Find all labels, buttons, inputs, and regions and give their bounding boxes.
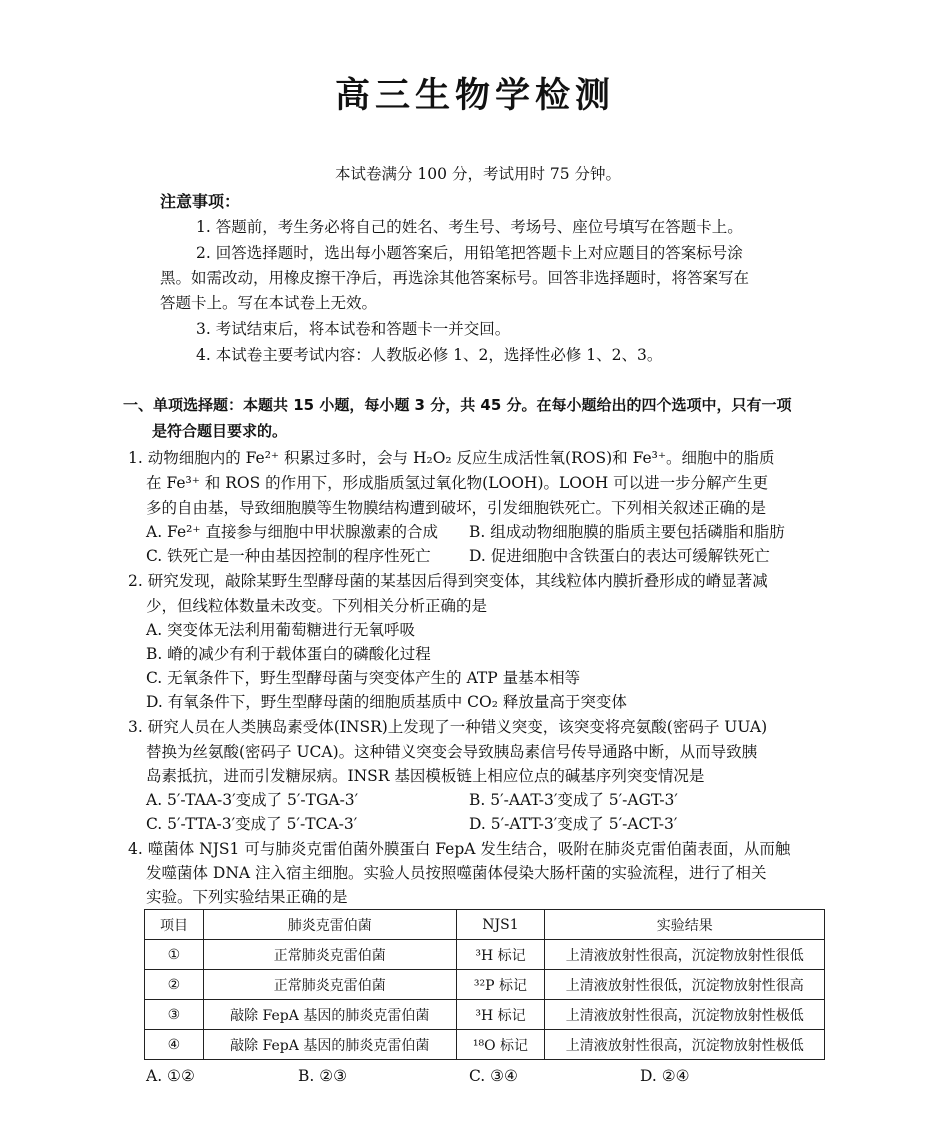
table-cell: ³H 标记 (456, 940, 545, 970)
table-cell: ② (145, 970, 204, 1000)
q3-option-c: C. 5′-TTA-3′变成了 5′-TCA-3′ (146, 815, 358, 833)
table-row (145, 970, 825, 1000)
experiment-table (144, 909, 825, 1060)
notice-line: 2. 回答选择题时，选出每小题答案后，用铅笔把答题卡上对应题目的答案标号涂 (196, 244, 743, 262)
table-header-cell: 实验结果 (545, 910, 825, 940)
table-header-cell: 肺炎克雷伯菌 (203, 910, 456, 940)
table-cell: 敲除 FepA 基因的肺炎克雷伯菌 (203, 1000, 456, 1030)
q4-option-d: D. ②④ (640, 1067, 690, 1085)
table-header-row (145, 910, 825, 940)
q3-stem-line: 3. 研究人员在人类胰岛素受体(INSR)上发现了一种错义突变，该突变将亮氨酸(密码子 UUA) (128, 718, 768, 736)
table-cell: ¹⁸O 标记 (456, 1030, 545, 1060)
q3-stem-line: 岛素抵抗，进而引发糖尿病。INSR 基因模板链上相应位点的碱基序列突变情况是 (146, 767, 705, 785)
q2-stem-line: 少，但线粒体数量未改变。下列相关分析正确的是 (146, 597, 488, 615)
q4-stem-line: 发噬菌体 DNA 注入宿主细胞。实验人员按照噬菌体侵染大肠杆菌的实验流程，进行了相关 (146, 864, 767, 882)
q1-stem-line: 多的自由基，导致细胞膜等生物膜结构遭到破坏，引发细胞铁死亡。下列相关叙述正确的是 (146, 499, 767, 517)
notice-line: 黑。如需改动，用橡皮擦干净后，再选涂其他答案标号。回答非选择题时，将答案写在 (160, 269, 750, 287)
q1-stem-line: 1. 动物细胞内的 Fe²⁺ 积累过多时，会与 H₂O₂ 反应生成活性氧(ROS)和 Fe³⁺。细胞中的脂质 (128, 449, 775, 467)
table-cell: ³H 标记 (456, 1000, 545, 1030)
q2-stem-line: 2. 研究发现，敲除某野生型酵母菌的某基因后得到突变体，其线粒体内膜折叠形成的嵴显著减 (128, 572, 768, 590)
table-cell: ③ (145, 1000, 204, 1030)
table-row (145, 940, 825, 970)
q3-stem-line: 替换为丝氨酸(密码子 UCA)。这种错义突变会导致胰岛素信号传导通路中断，从而导致胰 (146, 743, 758, 761)
q2-option-d: D. 有氧条件下，野生型酵母菌的细胞质基质中 CO₂ 释放量高于突变体 (146, 693, 627, 711)
table-cell: 正常肺炎克雷伯菌 (203, 970, 456, 1000)
notice-line: 4. 本试卷主要考试内容：人教版必修 1、2，选择性必修 1、2、3。 (196, 346, 663, 364)
exam-info: 本试卷满分 100 分，考试用时 75 分钟。 (335, 165, 622, 183)
q3-option-b: B. 5′-AAT-3′变成了 5′-AGT-3′ (469, 791, 678, 809)
notice-heading: 注意事项： (160, 192, 241, 211)
q1-option-c: C. 铁死亡是一种由基因控制的程序性死亡 (146, 547, 431, 565)
q4-stem-line: 实验。下列实验结果正确的是 (146, 888, 348, 906)
q3-option-d: D. 5′-ATT-3′变成了 5′-ACT-3′ (469, 815, 678, 833)
table-cell: 正常肺炎克雷伯菌 (203, 940, 456, 970)
notice-line: 3. 考试结束后，将本试卷和答题卡一并交回。 (196, 320, 511, 338)
table-cell: 上清液放射性很高，沉淀物放射性极低 (545, 1030, 825, 1060)
table-header-cell: 项目 (145, 910, 204, 940)
q1-stem-line: 在 Fe³⁺ 和 ROS 的作用下，形成脂质氢过氧化物(LOOH)。LOOH 可以进一步分解产生更 (146, 474, 769, 492)
q4-stem-line: 4. 噬菌体 NJS1 可与肺炎克雷伯菌外膜蛋白 FepA 发生结合，吸附在肺炎克雷伯菌表面，从而触 (128, 840, 791, 858)
table-cell: 上清液放射性很高，沉淀物放射性极低 (545, 1000, 825, 1030)
table-row (145, 1030, 825, 1060)
table-cell: 上清液放射性很低，沉淀物放射性很高 (545, 970, 825, 1000)
q1-option-d: D. 促进细胞中含铁蛋白的表达可缓解铁死亡 (469, 547, 770, 565)
table-header-cell: NJS1 (456, 910, 545, 940)
q2-option-b: B. 嵴的减少有利于载体蛋白的磷酸化过程 (146, 645, 431, 663)
q1-option-a: A. Fe²⁺ 直接参与细胞中甲状腺激素的合成 (146, 523, 438, 541)
q2-option-a: A. 突变体无法利用葡萄糖进行无氧呼吸 (146, 621, 416, 639)
table-cell: ³²P 标记 (456, 970, 545, 1000)
table-cell: ① (145, 940, 204, 970)
section-heading-cont: 是符合题目要求的。 (152, 422, 288, 440)
section-heading: 一、单项选择题：本题共 15 小题，每小题 3 分，共 45 分。在每小题给出的四个选项中，只有一项 (123, 396, 792, 414)
q2-option-c: C. 无氧条件下，野生型酵母菌与突变体产生的 ATP 量基本相等 (146, 669, 581, 687)
q3-option-a: A. 5′-TAA-3′变成了 5′-TGA-3′ (146, 791, 359, 809)
table-cell: 上清液放射性很高，沉淀物放射性很低 (545, 940, 825, 970)
exam-title: 高三生物学检测 (334, 76, 615, 116)
notice-line: 答题卡上。写在本试卷上无效。 (160, 294, 378, 312)
q4-option-b: B. ②③ (298, 1067, 348, 1085)
q4-option-c: C. ③④ (469, 1067, 518, 1085)
table-cell: 敲除 FepA 基因的肺炎克雷伯菌 (203, 1030, 456, 1060)
q4-option-a: A. ①② (146, 1067, 195, 1085)
table-cell: ④ (145, 1030, 204, 1060)
q1-option-b: B. 组成动物细胞膜的脂质主要包括磷脂和脂肪 (469, 523, 785, 541)
notice-line: 1. 答题前，考生务必将自己的姓名、考生号、考场号、座位号填写在答题卡上。 (196, 218, 743, 236)
table-row (145, 1000, 825, 1030)
